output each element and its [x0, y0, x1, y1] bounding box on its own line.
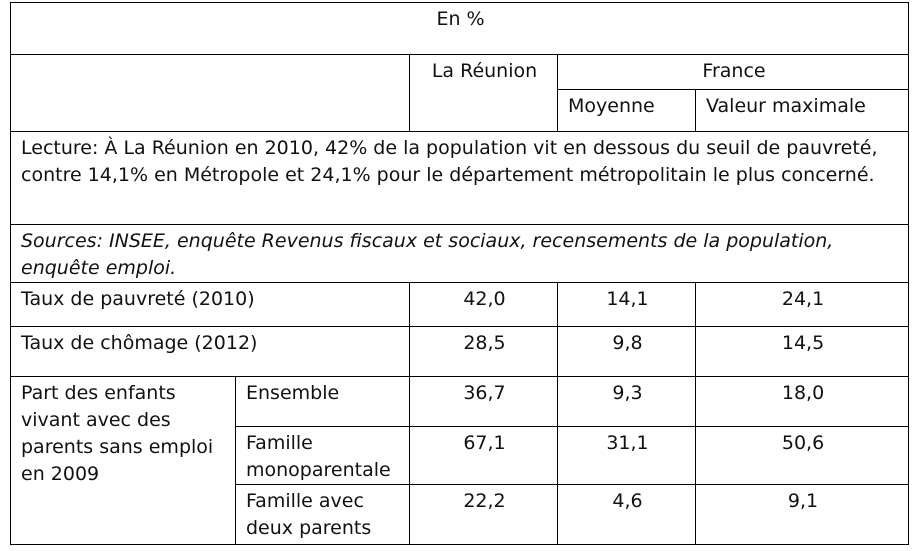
- row-label-chomage: Taux de chômage (2012): [11, 327, 410, 377]
- value-deux-parents-max: 9,1: [696, 485, 909, 545]
- value-ensemble-moyenne: 9,3: [558, 377, 696, 427]
- row-label-deux-parents: Famille avec deux parents: [236, 485, 410, 545]
- table-row: [11, 283, 909, 327]
- sources-note: Sources: INSEE, enquête Revenus fiscaux et sociaux, recensements de la population, enquête emploi.: [11, 225, 909, 283]
- row-label-monoparentale: Famille monoparentale: [236, 427, 410, 485]
- lecture-note: Lecture: À La Réunion en 2010, 42% de la population vit en dessous du seuil de pauvreté, contre 14,1% en Métropole et 24,1% pour le département métropolitain le plus concerné.: [11, 132, 909, 225]
- value-ensemble-max: 18,0: [696, 377, 909, 427]
- lecture-row: [11, 132, 909, 225]
- header-empty-cell: [11, 55, 410, 132]
- header-moyenne: Moyenne: [558, 90, 696, 132]
- value-deux-parents-moyenne: 4,6: [558, 485, 696, 545]
- value-monoparentale-reunion: 67,1: [410, 427, 558, 485]
- value-pauvrete-max: 24,1: [696, 283, 909, 327]
- value-deux-parents-reunion: 22,2: [410, 485, 558, 545]
- unit-row: [11, 3, 909, 55]
- unit-label: En %: [11, 3, 909, 55]
- value-chomage-reunion: 28,5: [410, 327, 558, 377]
- value-chomage-max: 14,5: [696, 327, 909, 377]
- row-label-pauvrete: Taux de pauvreté (2010): [11, 283, 410, 327]
- value-monoparentale-max: 50,6: [696, 427, 909, 485]
- value-monoparentale-moyenne: 31,1: [558, 427, 696, 485]
- value-pauvrete-moyenne: 14,1: [558, 283, 696, 327]
- header-row-1: [11, 55, 909, 90]
- sources-row: [11, 225, 909, 283]
- value-ensemble-reunion: 36,7: [410, 377, 558, 427]
- header-la-reunion: La Réunion: [410, 55, 558, 132]
- value-pauvrete-reunion: 42,0: [410, 283, 558, 327]
- header-france: France: [558, 55, 909, 90]
- value-chomage-moyenne: 9,8: [558, 327, 696, 377]
- table-row: [11, 377, 909, 427]
- poverty-statistics-table: [10, 2, 909, 545]
- table-row: [11, 327, 909, 377]
- row-group-label-enfants: Part des enfants vivant avec des parents sans emploi en 2009: [11, 377, 236, 545]
- row-label-ensemble: Ensemble: [236, 377, 410, 427]
- header-valeur-maximale: Valeur maximale: [696, 90, 909, 132]
